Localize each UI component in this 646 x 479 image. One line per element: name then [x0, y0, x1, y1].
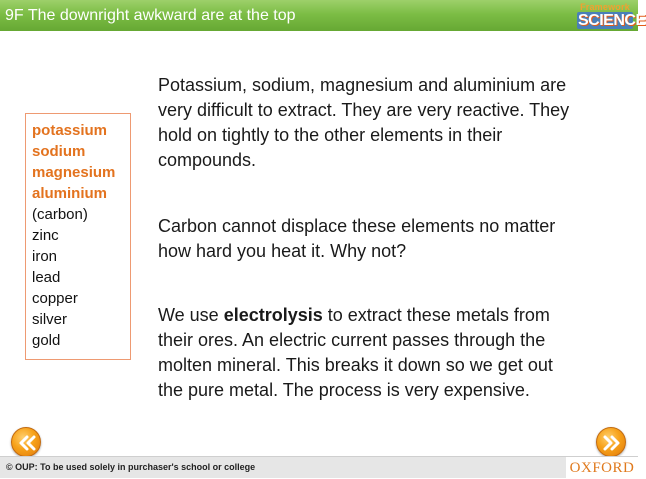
metal-item: magnesium [32, 164, 116, 181]
metal-item: lead [32, 269, 61, 286]
paragraph-carbon-displace: Carbon cannot displace these elements no matter how hard you heat it. Why not? [158, 216, 556, 261]
logo-science-text: SCIENCE [578, 12, 646, 29]
slide-title: 9F The downright awkward are at the top [5, 7, 296, 24]
footer-bar [0, 456, 638, 478]
logo-framework-text: Framework [580, 2, 630, 12]
metal-item: potassium [32, 122, 108, 139]
previous-slide-button[interactable] [11, 427, 41, 457]
reactivity-series-list [32, 120, 115, 351]
metal-item: gold [32, 332, 61, 349]
double-chevron-right-icon [597, 428, 627, 458]
paragraph-electrolysis [158, 303, 578, 403]
p3-text-before: We use [158, 305, 224, 325]
p3-text-after: to extract these metals from their ores. An electric current passes through the molten mineral. This breaks it down so we get out the pure metal. The process is very expensive. [158, 305, 553, 400]
paragraph-difficult-extraction: Potassium, sodium, magnesium and aluminium are very difficult to extract. They are very reactive. They hold on tightly to the other elements in their compounds. [158, 75, 570, 170]
framework-science-logo [577, 2, 646, 29]
metal-item: iron [32, 248, 58, 265]
double-chevron-left-icon [12, 428, 42, 458]
reactivity-series-box [25, 113, 131, 360]
metal-item: silver [32, 311, 68, 328]
metal-item: aluminium [32, 185, 108, 202]
metal-item: (carbon) [32, 206, 88, 223]
copyright-notice: © OUP: To be used solely in purchaser's school or college [6, 462, 256, 472]
next-slide-button[interactable] [596, 427, 626, 457]
metal-item: sodium [32, 143, 86, 160]
metal-item: zinc [32, 227, 59, 244]
title-bar [0, 0, 646, 31]
metal-item: copper [32, 290, 78, 307]
oxford-logo: OXFORD [566, 457, 638, 479]
electrolysis-keyword: electrolysis [223, 305, 323, 325]
